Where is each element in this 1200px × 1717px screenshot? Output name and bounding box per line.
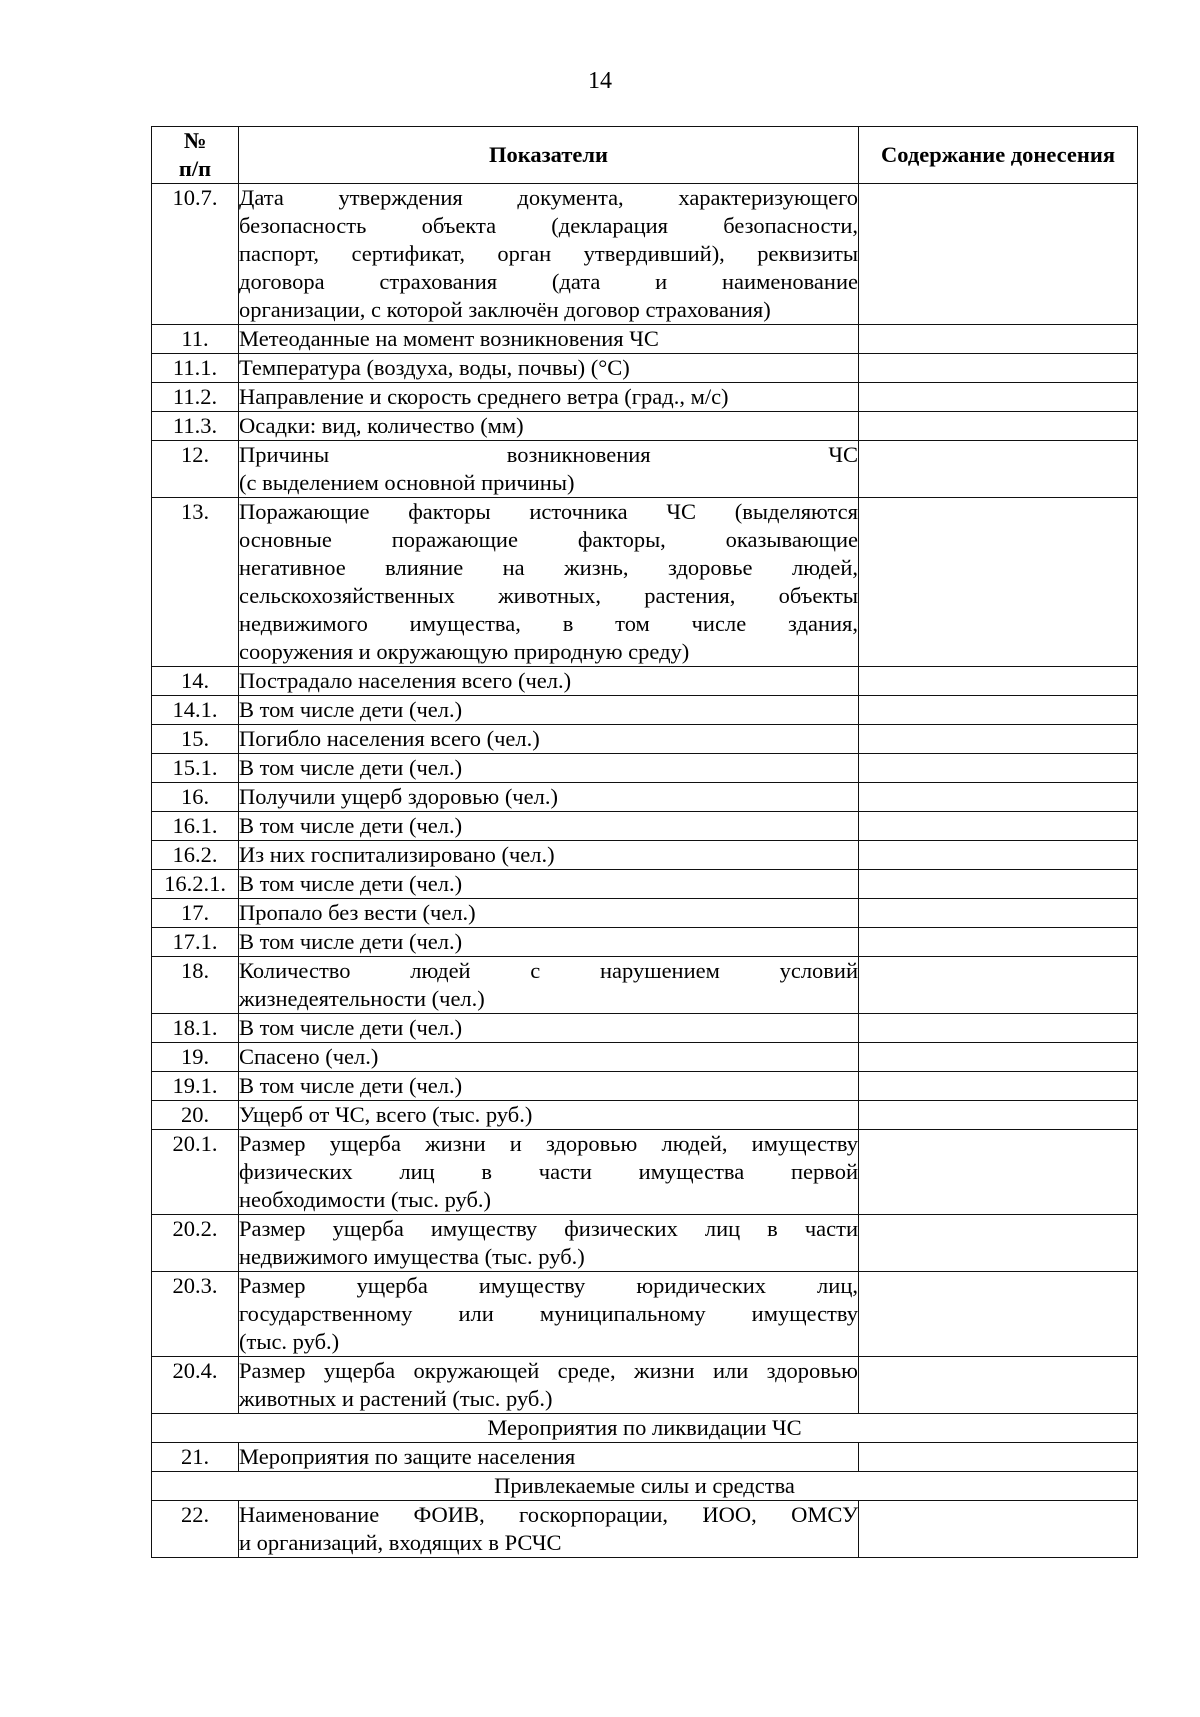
table-row xyxy=(152,1215,1138,1272)
row-indicator xyxy=(239,1443,859,1472)
table-row xyxy=(152,383,1138,412)
table-row xyxy=(152,354,1138,383)
row-number: 22. xyxy=(152,1501,239,1558)
indicator-text-line: Мероприятия по защите населения xyxy=(239,1444,576,1469)
report-content-cell xyxy=(859,441,1138,498)
table-row xyxy=(152,899,1138,928)
table-row xyxy=(152,1130,1138,1215)
row-indicator xyxy=(239,899,859,928)
table-row xyxy=(152,696,1138,725)
report-content-cell xyxy=(859,1215,1138,1272)
report-content-cell xyxy=(859,354,1138,383)
indicator-text-line: основные поражающие факторы, оказывающие xyxy=(239,527,858,552)
table-row xyxy=(152,754,1138,783)
row-indicator xyxy=(239,841,859,870)
indicator-text-line: Погибло населения всего (чел.) xyxy=(239,726,540,751)
table-row xyxy=(152,783,1138,812)
indicator-text-line: государственному или муниципальному имуществу xyxy=(239,1301,858,1326)
row-number: 14.1. xyxy=(152,696,239,725)
report-content-cell xyxy=(859,696,1138,725)
table-row xyxy=(152,1043,1138,1072)
report-content-cell xyxy=(859,725,1138,754)
row-indicator xyxy=(239,1043,859,1072)
table-row xyxy=(152,667,1138,696)
indicator-text-line: Пострадало населения всего (чел.) xyxy=(239,668,572,693)
row-number: 16.1. xyxy=(152,812,239,841)
report-content-cell xyxy=(859,1014,1138,1043)
row-number: 21. xyxy=(152,1443,239,1472)
table-row xyxy=(152,1101,1138,1130)
indicator-text-line: В том числе дети (чел.) xyxy=(239,755,463,780)
report-content-cell xyxy=(859,754,1138,783)
indicator-text-line: Наименование ФОИВ, госкорпорации, ИОО, ОМСУ xyxy=(239,1502,858,1527)
indicator-text-line: Поражающие факторы источника ЧС (выделяются xyxy=(239,499,858,524)
indicator-text-line: Осадки: вид, количество (мм) xyxy=(239,413,524,438)
row-number: 16.2. xyxy=(152,841,239,870)
table-row xyxy=(152,1443,1138,1472)
indicator-text-line: физических лиц в части имущества первой xyxy=(239,1159,858,1184)
report-content-cell xyxy=(859,1443,1138,1472)
row-number: 20.1. xyxy=(152,1130,239,1215)
indicator-text-line: (тыс. руб.) xyxy=(239,1329,340,1354)
indicator-text-line: (с выделением основной причины) xyxy=(239,470,575,495)
indicator-text-line: Пропало без вести (чел.) xyxy=(239,900,476,925)
row-indicator xyxy=(239,725,859,754)
table-row xyxy=(152,412,1138,441)
table-row xyxy=(152,928,1138,957)
row-indicator xyxy=(239,1357,859,1414)
table-row xyxy=(152,725,1138,754)
table-body xyxy=(152,184,1138,1558)
row-number: 10.7. xyxy=(152,184,239,325)
indicator-text-line: В том числе дети (чел.) xyxy=(239,813,463,838)
row-indicator xyxy=(239,441,859,498)
report-content-cell xyxy=(859,841,1138,870)
indicator-text-line: жизнедеятельности (чел.) xyxy=(239,986,485,1011)
row-indicator xyxy=(239,696,859,725)
report-content-cell xyxy=(859,1072,1138,1101)
row-number: 16.2.1. xyxy=(152,870,239,899)
indicator-text-line: В том числе дети (чел.) xyxy=(239,697,463,722)
row-indicator xyxy=(239,383,859,412)
table-row xyxy=(152,1072,1138,1101)
row-number: 11.3. xyxy=(152,412,239,441)
indicator-text-line: Направление и скорость среднего ветра (град., м/с) xyxy=(239,384,729,409)
report-content-cell xyxy=(859,1043,1138,1072)
report-content-cell xyxy=(859,1272,1138,1357)
section-title: Привлекаемые силы и средства xyxy=(152,1472,1138,1501)
indicator-text-line: В том числе дети (чел.) xyxy=(239,1073,463,1098)
row-indicator xyxy=(239,957,859,1014)
table-header-row xyxy=(152,127,1138,184)
indicator-text-line: необходимости (тыс. руб.) xyxy=(239,1187,492,1212)
indicator-text-line: и организаций, входящих в РСЧС xyxy=(239,1530,562,1555)
row-indicator xyxy=(239,1101,859,1130)
row-number: 16. xyxy=(152,783,239,812)
indicator-text-line: недвижимого имущества, в том числе здания, xyxy=(239,611,858,636)
header-number-sign: № xyxy=(183,128,207,153)
indicator-text-line: Получили ущерб здоровью (чел.) xyxy=(239,784,558,809)
table-row xyxy=(152,1272,1138,1357)
report-table xyxy=(151,126,1138,1558)
indicator-text-line: недвижимого имущества (тыс. руб.) xyxy=(239,1244,585,1269)
report-content-cell xyxy=(859,812,1138,841)
report-content-cell xyxy=(859,1130,1138,1215)
row-number: 20. xyxy=(152,1101,239,1130)
row-number: 18.1. xyxy=(152,1014,239,1043)
row-indicator xyxy=(239,1501,859,1558)
indicator-text-line: Ущерб от ЧС, всего (тыс. руб.) xyxy=(239,1102,533,1127)
indicator-text-line: Размер ущерба окружающей среде, жизни или здоровью xyxy=(239,1358,858,1383)
indicator-text-line: сооружения и окружающую природную среду) xyxy=(239,639,690,664)
indicator-text-line: Размер ущерба имуществу физических лиц в части xyxy=(239,1216,858,1241)
table-row xyxy=(152,812,1138,841)
row-number: 20.4. xyxy=(152,1357,239,1414)
header-number-column xyxy=(152,127,239,184)
row-number: 20.2. xyxy=(152,1215,239,1272)
report-content-cell xyxy=(859,184,1138,325)
indicator-text-line: животных и растений (тыс. руб.) xyxy=(239,1386,553,1411)
table-row xyxy=(152,1014,1138,1043)
indicator-text-line: паспорт, сертификат, орган утвердивший), реквизиты xyxy=(239,241,858,266)
row-indicator xyxy=(239,412,859,441)
row-indicator xyxy=(239,325,859,354)
row-indicator xyxy=(239,184,859,325)
table-row xyxy=(152,841,1138,870)
report-content-cell xyxy=(859,498,1138,667)
indicator-text-line: Размер ущерба имуществу юридических лиц, xyxy=(239,1273,858,1298)
section-row xyxy=(152,1414,1138,1443)
table-row xyxy=(152,498,1138,667)
report-content-cell xyxy=(859,957,1138,1014)
indicator-text-line: Метеоданные на момент возникновения ЧС xyxy=(239,326,659,351)
indicator-text-line: негативное влияние на жизнь, здоровье людей, xyxy=(239,555,858,580)
row-indicator xyxy=(239,667,859,696)
table-row xyxy=(152,870,1138,899)
table-row xyxy=(152,441,1138,498)
row-indicator xyxy=(239,1130,859,1215)
indicator-text-line: Причины возникновения ЧС xyxy=(239,442,858,467)
row-number: 19. xyxy=(152,1043,239,1072)
row-number: 18. xyxy=(152,957,239,1014)
section-title: Мероприятия по ликвидации ЧС xyxy=(152,1414,1138,1443)
row-number: 11.2. xyxy=(152,383,239,412)
report-content-cell xyxy=(859,1501,1138,1558)
row-indicator xyxy=(239,928,859,957)
row-number: 11.1. xyxy=(152,354,239,383)
row-number: 20.3. xyxy=(152,1272,239,1357)
row-number: 17. xyxy=(152,899,239,928)
indicator-text-line: В том числе дети (чел.) xyxy=(239,929,463,954)
row-number: 17.1. xyxy=(152,928,239,957)
indicator-text-line: договора страхования (дата и наименование xyxy=(239,269,858,294)
indicator-text-line: безопасность объекта (декларация безопасности, xyxy=(239,213,858,238)
report-content-cell xyxy=(859,783,1138,812)
row-number: 12. xyxy=(152,441,239,498)
indicator-text-line: В том числе дети (чел.) xyxy=(239,871,463,896)
report-content-cell xyxy=(859,928,1138,957)
indicator-text-line: Температура (воздуха, воды, почвы) (°С) xyxy=(239,355,630,380)
report-content-cell xyxy=(859,412,1138,441)
table-row xyxy=(152,957,1138,1014)
row-indicator xyxy=(239,812,859,841)
header-report-content: Содержание донесения xyxy=(859,127,1138,184)
row-number: 11. xyxy=(152,325,239,354)
row-indicator xyxy=(239,1014,859,1043)
report-content-cell xyxy=(859,899,1138,928)
row-indicator xyxy=(239,1272,859,1357)
row-indicator xyxy=(239,498,859,667)
indicator-text-line: В том числе дети (чел.) xyxy=(239,1015,463,1040)
table-row xyxy=(152,184,1138,325)
indicator-text-line: организации, с которой заключён договор страхования) xyxy=(239,297,771,322)
page-number: 14 xyxy=(588,68,612,94)
indicator-text-line: Размер ущерба жизни и здоровью людей, имуществу xyxy=(239,1131,858,1156)
header-number-abbrev: п/п xyxy=(178,156,212,181)
row-indicator xyxy=(239,870,859,899)
row-number: 15. xyxy=(152,725,239,754)
table-row xyxy=(152,1357,1138,1414)
indicator-text-line: Из них госпитализировано (чел.) xyxy=(239,842,555,867)
report-content-cell xyxy=(859,325,1138,354)
indicator-text-line: Количество людей с нарушением условий xyxy=(239,958,858,983)
header-indicators: Показатели xyxy=(239,127,859,184)
section-row xyxy=(152,1472,1138,1501)
report-content-cell xyxy=(859,383,1138,412)
indicator-text-line: Спасено (чел.) xyxy=(239,1044,379,1069)
row-indicator xyxy=(239,754,859,783)
row-number: 15.1. xyxy=(152,754,239,783)
row-number: 19.1. xyxy=(152,1072,239,1101)
report-content-cell xyxy=(859,1101,1138,1130)
row-number: 14. xyxy=(152,667,239,696)
report-content-cell xyxy=(859,667,1138,696)
table-row xyxy=(152,1501,1138,1558)
row-indicator xyxy=(239,783,859,812)
indicator-text-line: Дата утверждения документа, характеризующего xyxy=(239,185,858,210)
table-row xyxy=(152,325,1138,354)
report-content-cell xyxy=(859,870,1138,899)
row-indicator xyxy=(239,1215,859,1272)
report-content-cell xyxy=(859,1357,1138,1414)
row-indicator xyxy=(239,354,859,383)
row-number: 13. xyxy=(152,498,239,667)
indicator-text-line: сельскохозяйственных животных, растения, объекты xyxy=(239,583,858,608)
row-indicator xyxy=(239,1072,859,1101)
